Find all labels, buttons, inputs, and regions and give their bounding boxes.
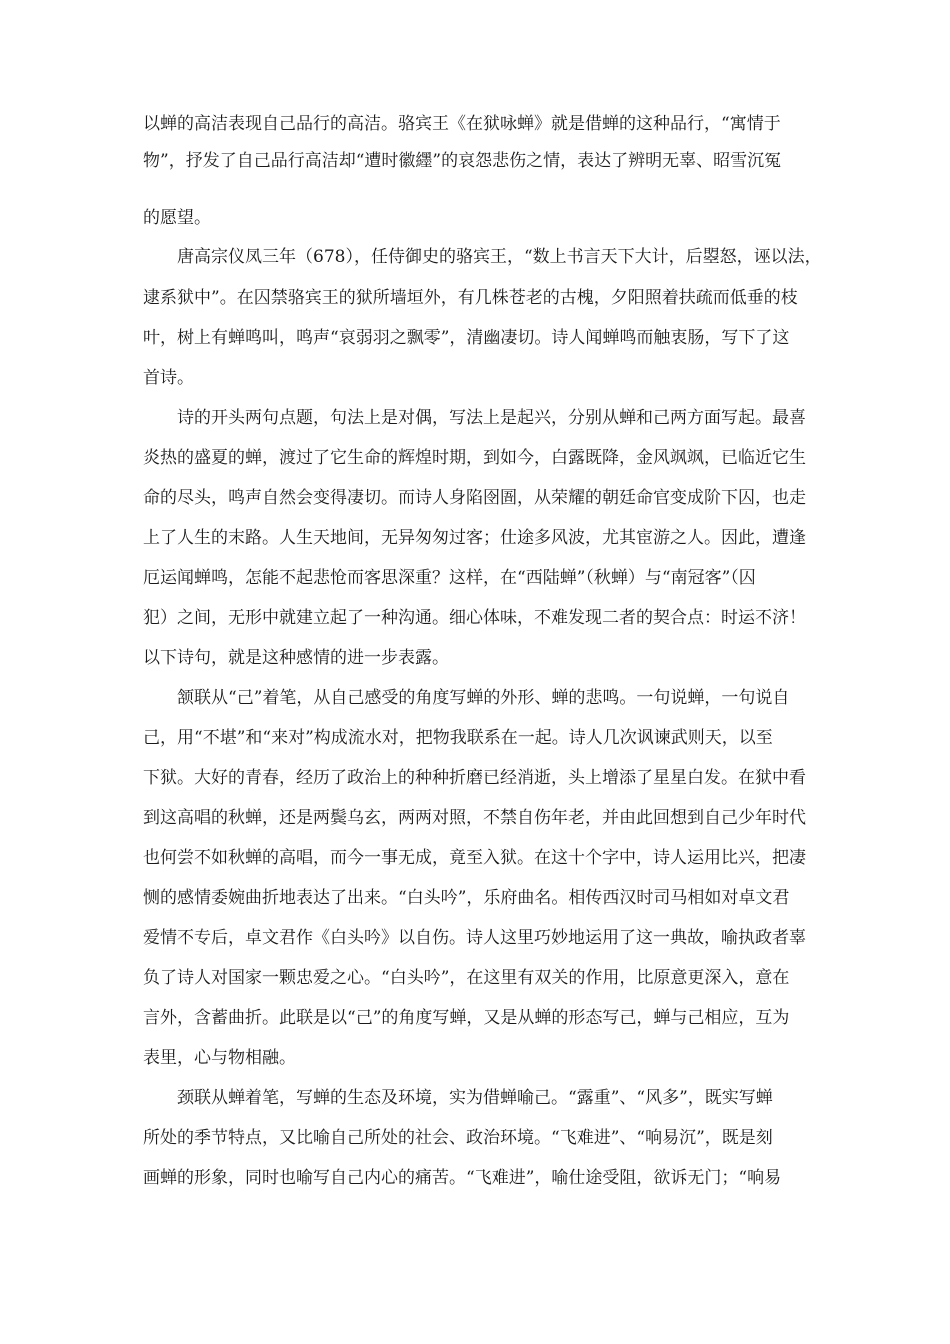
text-line: 下狱。大好的青春，经历了政治上的种种折磨已经消逝，头上增添了星星白发。在狱中看	[143, 768, 806, 788]
text-line: 厄运闻蝉鸣，怎能不起悲怆而客思深重？这样，在“西陆蝉”（秋蝉）与“南冠客”（囚	[143, 568, 756, 588]
text-line: 的愿望。	[143, 208, 211, 228]
text-line: 以蝉的高洁表现自己品行的高洁。骆宾王《在狱咏蝉》就是借蝉的这种品行，“寓情于	[143, 114, 781, 134]
text-line: 也何尝不如秋蝉的高唱，而今一事无成，竟至入狱。在这十个字中，诗人运用比兴，把凄	[143, 848, 806, 868]
text-line: 上了人生的末路。人生天地间，无异匆匆过客；仕途多风波，尤其宦游之人。因此，遭逢	[143, 528, 806, 548]
text-line: 以下诗句，就是这种感情的进一步表露。	[143, 648, 449, 668]
text-line: 表里，心与物相融。	[143, 1048, 296, 1068]
paragraph-first-line: 诗的开头两句点题，句法上是对偶，写法上是起兴，分别从蝉和己两方面写起。最喜	[177, 408, 806, 428]
paragraph-first-line: 颔联从“己”着笔，从自己感受的角度写蝉的外形、蝉的悲鸣。一句说蝉，一句说自	[177, 688, 790, 708]
text-line: 到这高唱的秋蝉，还是两鬓乌玄，两两对照，不禁自伤年老，并由此回想到自己少年时代	[143, 808, 806, 828]
text-line: 负了诗人对国家一颗忠爱之心。“白头吟”，在这里有双关的作用，比原意更深入，意在	[143, 968, 790, 988]
text-line: 炎热的盛夏的蝉，渡过了它生命的辉煌时期，到如今，白露既降，金风飒飒，已临近它生	[143, 448, 806, 468]
text-line: 逮系狱中”。在囚禁骆宾王的狱所墙垣外，有几株苍老的古槐，夕阳照着扶疏而低垂的枝	[143, 288, 798, 308]
text-line: 首诗。	[143, 368, 194, 388]
text-line: 犯）之间，无形中就建立起了一种沟通。细心体味，不难发现二者的契合点：时运不济！	[143, 608, 806, 628]
text-line: 画蝉的形象，同时也喻写自己内心的痛苦。“飞难进”，喻仕途受阻，欲诉无门；“响易	[143, 1168, 782, 1188]
text-line: 恻的感情委婉曲折地表达了出来。“白头吟”，乐府曲名。相传西汉时司马相如对卓文君	[143, 888, 790, 908]
text-line: 己，用“不堪”和“来对”构成流水对，把物我联系在一起。诗人几次讽谏武则天，以至	[143, 728, 773, 748]
paragraph-first-line: 唐高宗仪凤三年（678），任侍御史的骆宾王，“数上书言天下大计，后曌怒，诬以法，	[177, 247, 822, 267]
text-line: 爱情不专后，卓文君作《白头吟》以自伤。诗人这里巧妙地运用了这一典故，喻执政者辜	[143, 928, 806, 948]
text-line: 言外，含蓄曲折。此联是以“己”的角度写蝉，又是从蝉的形态写己，蝉与己相应，互为	[143, 1008, 790, 1028]
text-line: 所处的季节特点，又比喻自己所处的社会、政治环境。“飞难进”、“响易沉”，既是刻	[143, 1128, 773, 1148]
paragraph-first-line: 颈联从蝉着笔，写蝉的生态及环境，实为借蝉喻己。“露重”、“风多”，既实写蝉	[177, 1088, 773, 1108]
text-line: 命的尽头，鸣声自然会变得凄切。而诗人身陷囹圄，从荣耀的朝廷命官变成阶下囚，也走	[143, 488, 806, 508]
text-line: 物”，抒发了自己品行高洁却“遭时徽纆”的哀怨悲伤之情，表达了辨明无辜、昭雪沉冤	[143, 151, 782, 171]
text-line: 叶，树上有蝉鸣叫，鸣声“哀弱羽之飘零”，清幽凄切。诗人闻蝉鸣而触衷肠，写下了这	[143, 328, 790, 348]
